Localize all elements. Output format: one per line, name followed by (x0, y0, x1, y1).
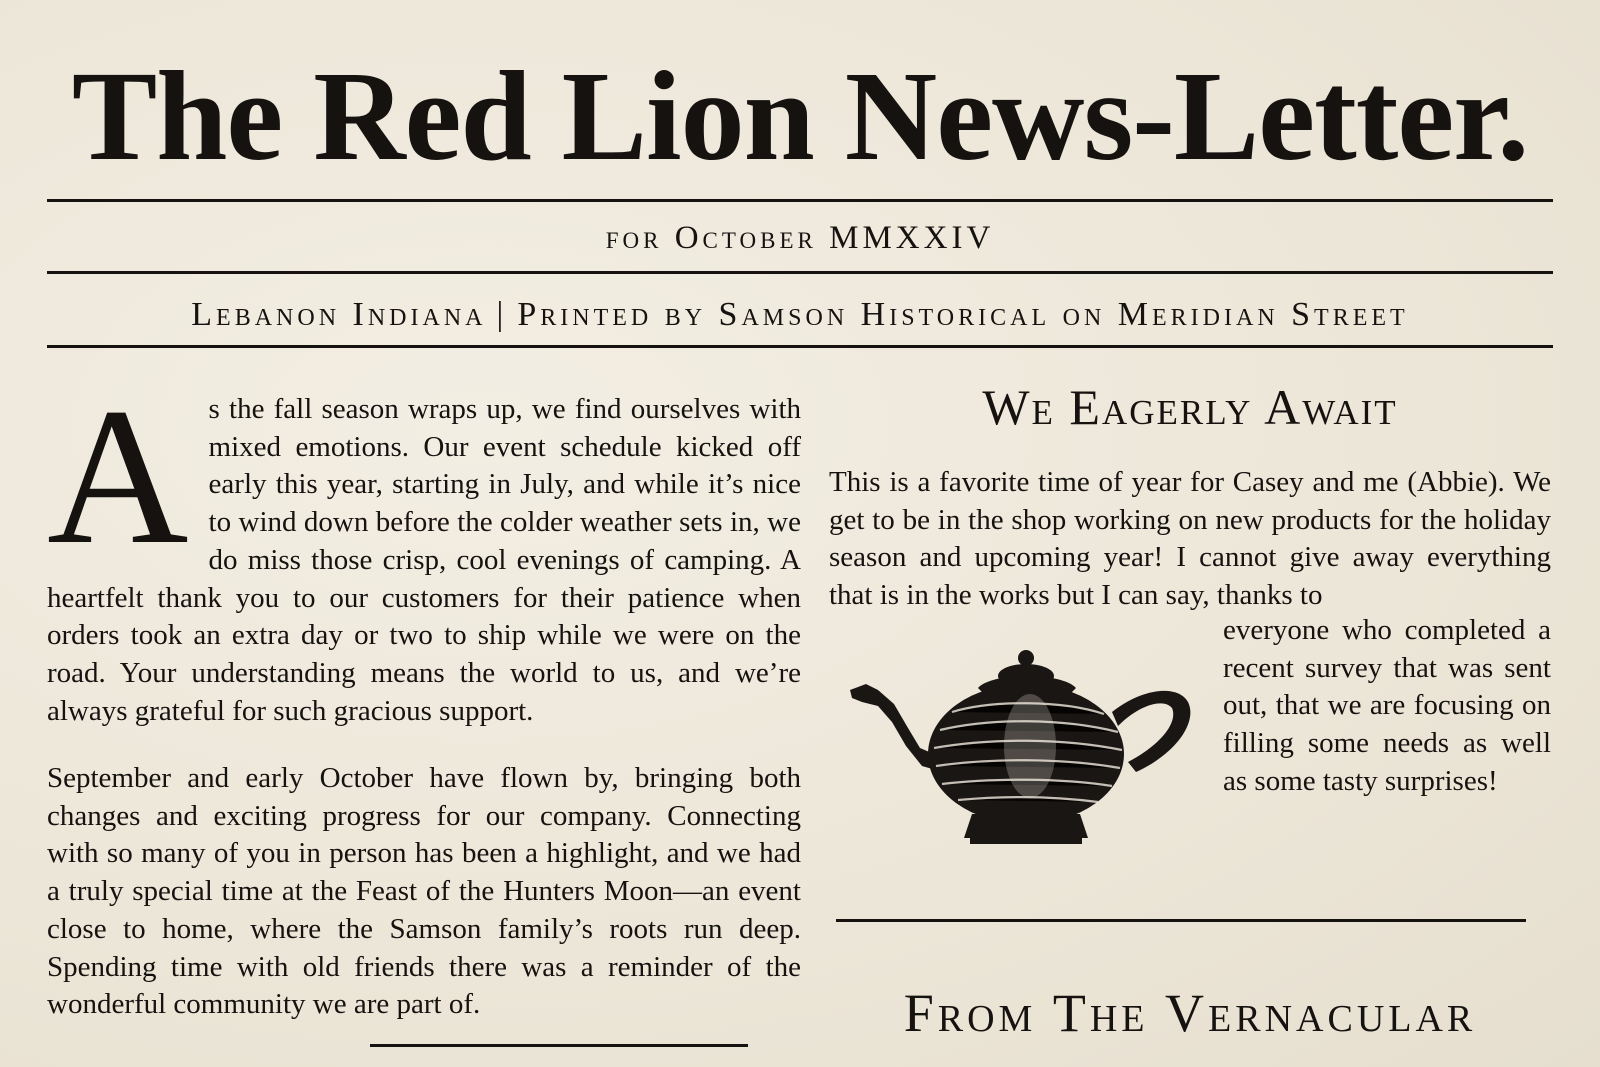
printer-text: Printed by Samson Historical on Meridian Street (517, 296, 1409, 333)
issue-dateline: for October MMXXIV (605, 220, 995, 256)
teapot-illustration (842, 642, 1204, 864)
wrap-paragraph: everyone who completed a recent survey that was sent out, that we are focusing on filling some needs as well as some tasty surprises! (1223, 614, 1551, 797)
separator-bar: | (496, 296, 508, 333)
eagerly-await-paragraph: This is a favorite time of year for Casey and me (Abbie). We get to be in the shop working on new products for the holiday season and upcoming year! I cannot give away everything that is in the works but I can say, thanks to (829, 466, 1551, 612)
left-column-intro (47, 368, 801, 730)
dateline-rule (47, 271, 1553, 274)
eagerly-await-body (829, 464, 1551, 615)
location-text: Lebanon Indiana (191, 296, 487, 333)
drop-cap: A (47, 368, 189, 585)
left-column-second (47, 760, 801, 1024)
section-divider-rule (836, 919, 1526, 922)
printer-rule (47, 345, 1553, 348)
masthead-rule-top (47, 199, 1553, 202)
section-heading-vernacular: From The Vernacular (903, 983, 1477, 1043)
printer-line (0, 298, 1600, 332)
wrap-text-block (1223, 612, 1551, 801)
left-bottom-rule (370, 1044, 748, 1047)
newsletter-title: The Red Lion News-Letter. (71, 45, 1529, 187)
second-paragraph: September and early October have flown by, bringing both changes and exciting progress for our company. Connecting with so many of you in person has been a highlight, and we had a truly special time at the Feast of the Hunters Moon—an event close to home, where the Samson family’s roots run deep. Spending time with old friends there was a reminder of the wonderful community we are part of. (47, 762, 801, 1021)
intro-paragraph-text: s the fall season wraps up, we find ourselves with mixed emotions. Our event schedule kicked off early this year, starting in July, and while it’s nice to wind down before the colder weather sets in, we do miss those crisp, cool evenings of camping. A heartfelt thank you to our customers for their patience when orders took an extra day or two to ship while we were on the road. Your understanding means the world to us, and we’re always grateful for such gracious support. (47, 393, 801, 727)
intro-paragraph (47, 368, 801, 730)
section-heading-eagerly-await: We Eagerly Await (982, 379, 1398, 435)
